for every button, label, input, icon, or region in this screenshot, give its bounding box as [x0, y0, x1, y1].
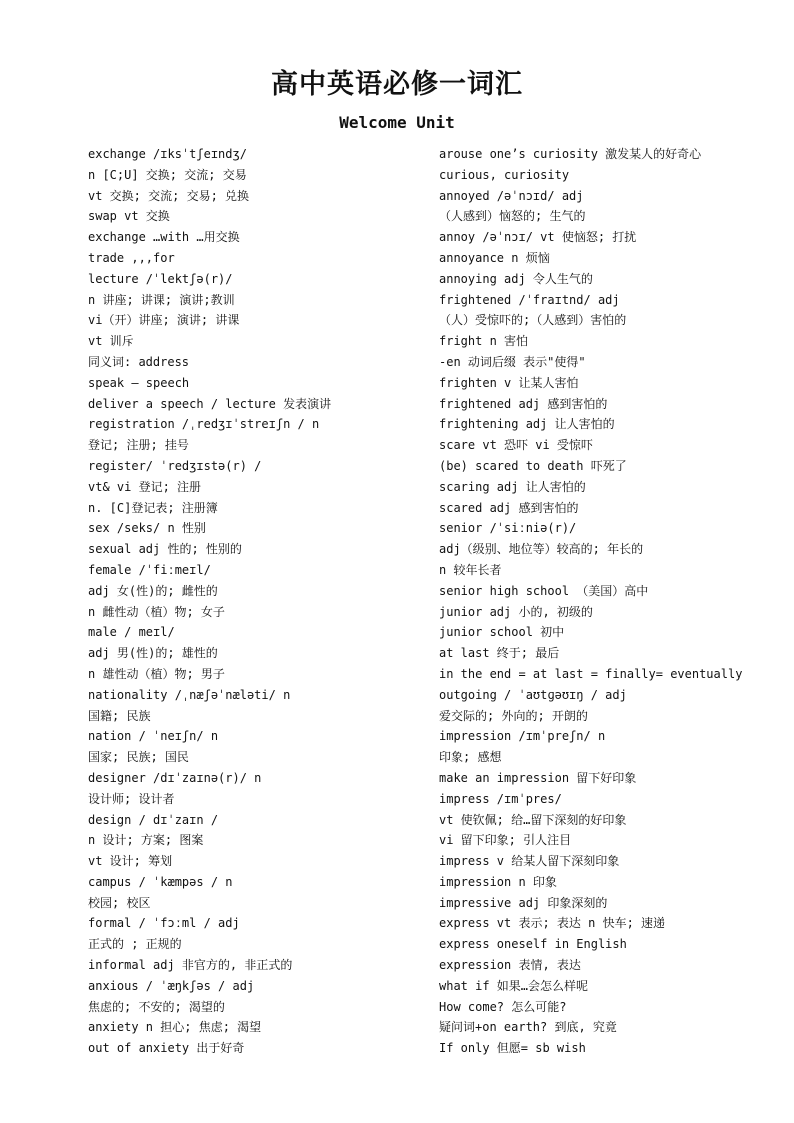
vocab-line: junior adj 小的, 初级的: [439, 604, 593, 619]
vocab-line: junior school 初中: [439, 625, 565, 640]
vocab-line: express vt 表示; 表达 n 快车; 速递: [439, 916, 666, 931]
vocab-line: impressive adj 印象深刻的: [439, 895, 608, 910]
vocab-line: 同义词: address: [88, 354, 190, 369]
vocab-line: impress /ɪmˈpres/: [439, 791, 562, 806]
vocab-line: fright n 害怕: [439, 334, 529, 349]
vocab-line: 登记; 注册; 挂号: [88, 438, 189, 453]
vocab-line: what if 如果…会怎么样呢: [439, 978, 589, 993]
vocab-line: adj 男(性)的; 雄性的: [88, 646, 218, 661]
vocab-line: campus / ˈkæmpəs / n: [88, 874, 233, 889]
vocab-column-left: [88, 144, 428, 1059]
vocab-line: curious, curiosity: [439, 167, 570, 182]
vocab-line: out of anxiety 出于好奇: [88, 1041, 245, 1056]
vocab-line: in the end = at last = finally= eventually: [439, 666, 743, 681]
vocab-line: 疑问词+on earth? 到底, 究竟: [439, 1020, 617, 1035]
vocab-line: sexual adj 性的; 性别的: [88, 542, 242, 557]
vocab-line: 爱交际的; 外向的; 开朗的: [439, 708, 588, 723]
page-title: 高中英语必修一词汇: [271, 69, 523, 100]
vocab-line: scared adj 感到害怕的: [439, 500, 579, 515]
vocab-line: annoyed /əˈnɔɪd/ adj: [439, 188, 584, 203]
vocab-line: How come? 怎么可能?: [439, 999, 567, 1014]
vocab-line: impression n 印象: [439, 874, 557, 889]
vocab-line: express oneself in English: [439, 937, 627, 952]
vocab-line: designer /dɪˈzaɪnə(r)/ n: [88, 770, 262, 785]
vocab-line: -en 动词后缀 表示"使得": [439, 354, 586, 369]
vocab-line: vt& vi 登记; 注册: [88, 479, 202, 494]
vocab-line: informal adj 非官方的, 非正式的: [88, 958, 293, 973]
vocab-line: frightened adj 感到害怕的: [439, 396, 608, 411]
vocab-line: nation / ˈneɪʃn/ n: [88, 729, 219, 744]
vocab-line: frightened /ˈfraɪtnd/ adj: [439, 292, 620, 307]
vocab-line: n 讲座; 讲课; 演讲;教训: [88, 292, 235, 307]
vocab-line: exchange …with …用交换: [88, 230, 240, 245]
vocab-line: 正式的 ; 正规的: [88, 937, 182, 952]
vocab-line: annoy /əˈnɔɪ/ vt 使恼怒; 打扰: [439, 230, 637, 245]
vocab-column-right: [439, 144, 759, 1059]
vocab-line: trade ,,,for: [88, 250, 175, 265]
vocab-line: scare vt 恐吓 vi 受惊吓: [439, 438, 593, 453]
vocab-line: outgoing / ˈaʊtɡəʊɪŋ / adj: [439, 687, 627, 702]
vocab-line: lecture /ˈlektʃə(r)/: [88, 271, 233, 286]
vocab-line: 设计师; 设计者: [88, 791, 175, 806]
vocab-line: annoyance n 烦恼: [439, 250, 550, 265]
vocab-line: 校园; 校区: [88, 895, 151, 910]
vocab-line: vt 设计; 筹划: [88, 854, 173, 869]
vocab-line: design / dɪˈzaɪn /: [88, 812, 219, 827]
vocab-line: swap vt 交换: [88, 209, 170, 224]
vocab-line: male / meɪl/: [88, 625, 175, 640]
vocab-line: frightening adj 让人害怕的: [439, 417, 615, 432]
vocab-line: scaring adj 让人害怕的: [439, 479, 586, 494]
vocab-line: expression 表情, 表达: [439, 958, 581, 973]
unit-heading: Welcome Unit: [339, 113, 455, 132]
vocab-line: deliver a speech / lecture 发表演讲: [88, 396, 332, 411]
vocab-line: make an impression 留下好印象: [439, 770, 637, 785]
vocab-line: register/ ˈredʒɪstə(r) /: [88, 458, 262, 473]
vocab-line: speak – speech: [88, 375, 190, 390]
vocab-line: exchange /ɪksˈtʃeɪndʒ/: [88, 147, 247, 161]
vocab-line: annoying adj 令人生气的: [439, 271, 593, 286]
vocab-line: registration /ˌredʒɪˈstreɪʃn / n: [88, 417, 320, 432]
vocab-line: impression /ɪmˈpreʃn/ n: [439, 729, 606, 744]
vocab-line: If only 但愿= sb wish: [439, 1041, 586, 1056]
vocab-line: 国籍; 民族: [88, 708, 151, 723]
vocab-line: n 雄性动（植）物; 男子: [88, 666, 225, 681]
vocab-line: nationality /ˌnæʃəˈnæləti/ n: [88, 687, 291, 702]
vocab-line: 国家; 民族; 国民: [88, 750, 189, 765]
vocab-line: (be) scared to death 吓死了: [439, 458, 627, 473]
vocab-line: anxiety n 担心; 焦虑; 渴望: [88, 1020, 262, 1035]
vocab-line: vi（开）讲座; 演讲; 讲课: [88, 313, 240, 328]
vocab-line: n 设计; 方案; 图案: [88, 833, 204, 848]
vocab-line: vt 训斥: [88, 334, 134, 349]
vocab-line: at last 终于; 最后: [439, 646, 560, 661]
vocab-line: n. [C]登记表; 注册簿: [88, 500, 218, 515]
vocab-line: senior high school （美国）高中: [439, 583, 649, 598]
vocab-line: vt 交换; 交流; 交易; 兑换: [88, 188, 250, 203]
vocab-line: vi 留下印象; 引人注目: [439, 833, 572, 848]
vocab-line: sex /seks/ n 性别: [88, 521, 206, 536]
vocab-line: （人感到）恼怒的; 生气的: [439, 209, 586, 224]
vocab-line: 焦虑的; 不安的; 渴望的: [88, 999, 225, 1014]
vocab-line: vt 使钦佩; 给…留下深刻的好印象: [439, 812, 627, 827]
vocab-line: n 雌性动（植）物; 女子: [88, 604, 225, 619]
vocab-line: （人）受惊吓的;（人感到）害怕的: [439, 313, 627, 328]
vocab-line: n 较年长者: [439, 562, 502, 577]
vocab-line: formal / ˈfɔːml / adj: [88, 916, 240, 931]
vocab-line: female /ˈfiːmeɪl/: [88, 562, 211, 577]
vocab-line: arouse one’s curiosity 激发某人的好奇心: [439, 147, 702, 161]
vocab-line: adj 女(性)的; 雌性的: [88, 583, 218, 598]
vocab-line: senior /ˈsiːniə(r)/: [439, 521, 577, 536]
vocab-line: anxious / ˈæŋkʃəs / adj: [88, 978, 255, 993]
vocab-line: adj（级别、地位等）较高的; 年长的: [439, 542, 644, 557]
vocab-line: frighten v 让某人害怕: [439, 375, 579, 390]
vocab-line: 印象; 感想: [439, 750, 502, 765]
vocab-line: impress v 给某人留下深刻印象: [439, 854, 620, 869]
vocab-line: n [C;U] 交换; 交流; 交易: [88, 167, 247, 182]
